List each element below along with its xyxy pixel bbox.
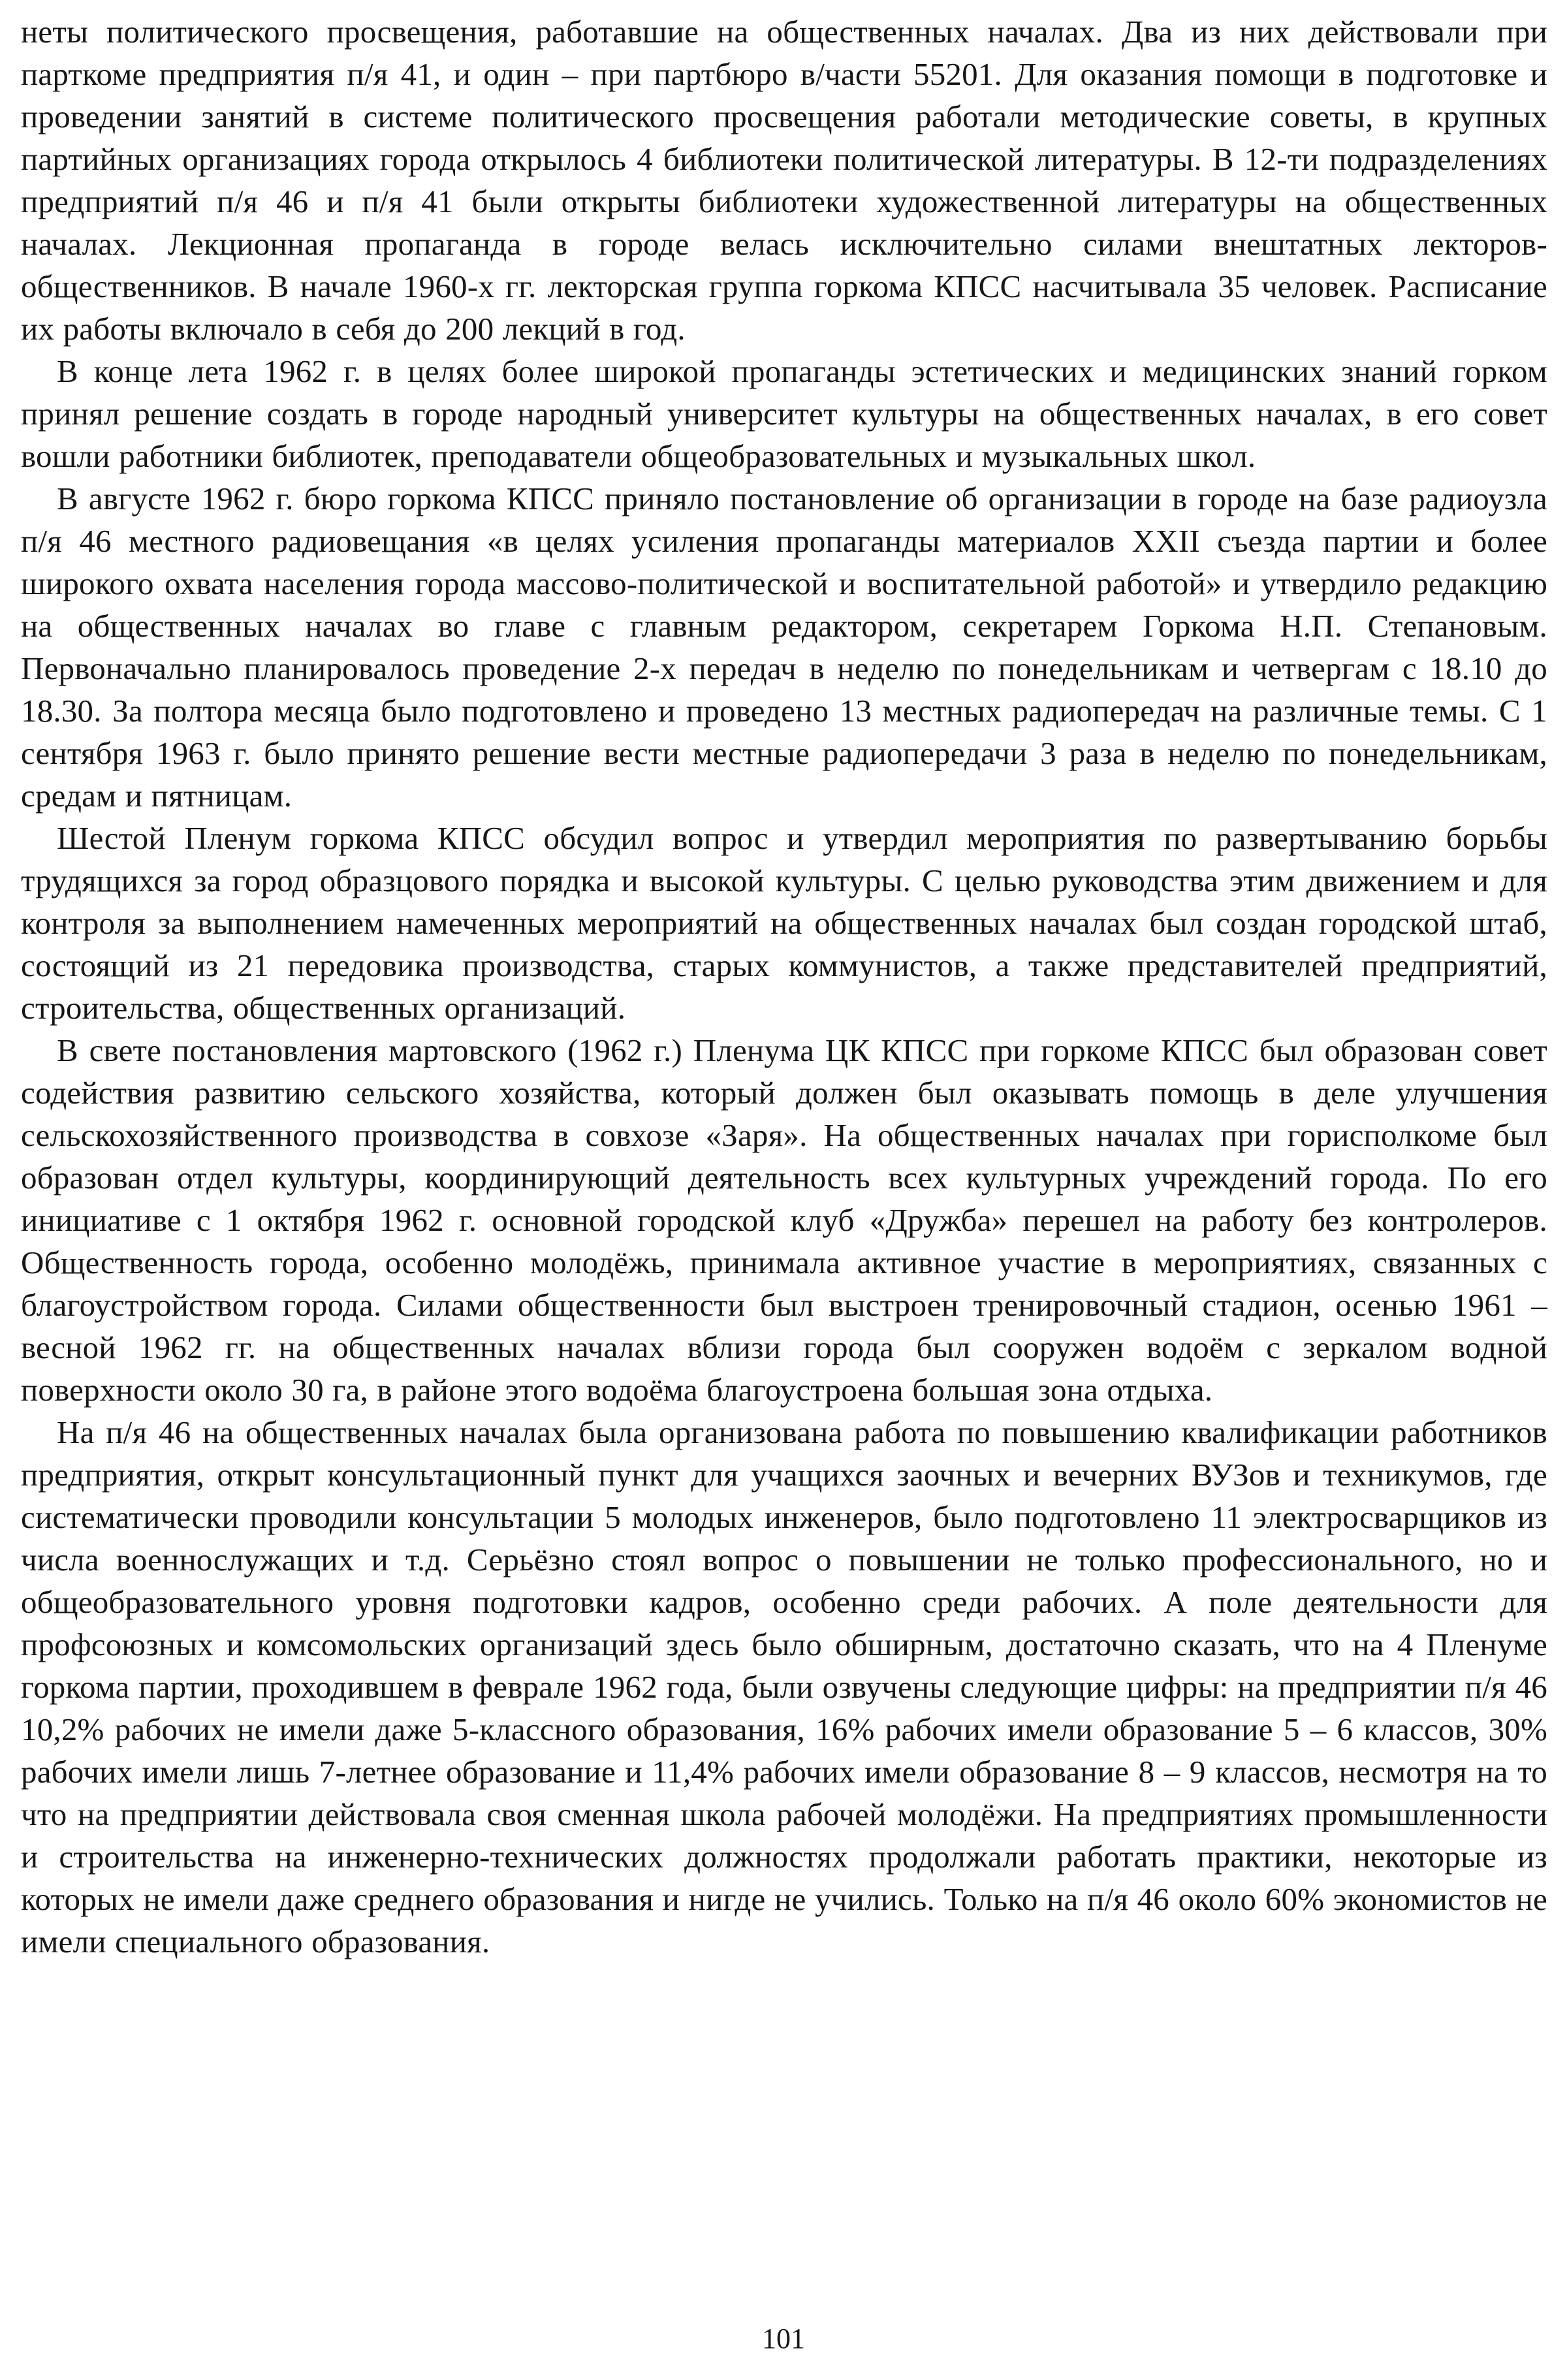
body-text	[21, 10, 1547, 1963]
page-number: 101	[762, 2323, 805, 2355]
paragraph: В конце лета 1962 г. в целях более широкой пропаганды эстетических и медицинских знаний горком принял решение создать в городе народный университет культуры на общественных началах, в его совет вошли работники библиотек, преподаватели общеобразовательных и музыкальных школ.	[21, 353, 1547, 474]
paragraph: Шестой Пленум горкома КПСС обсудил вопрос и утвердил мероприятия по развертыванию борьбы трудящихся за город образцового порядка и высокой культуры. С целью руководства этим движением и для контроля за выполнением намеченных мероприятий на общественных началах был создан городской штаб, состоящий из 21 передовика производства, старых коммунистов, а также представителей предприятий, строительства, общественных организаций.	[21, 820, 1547, 1026]
paragraph: В свете постановления мартовского (1962 г.) Пленума ЦК КПСС при горкоме КПСС был образован совет содействия развитию сельского хозяйства, который должен был оказывать помощь в деле улучшения сельскохозяйственного производства в совхозе «Заря». На общественных началах при горисполкоме был образован отдел культуры, координирующий деятельность всех культурных учреждений города. По его инициативе с 1 октября 1962 г. основной городской клуб «Дружба» перешел на работу без контролеров. Общественность города, особенно молодёжь, принимала активное участие в мероприятиях, связанных с благоустройством города. Силами общественности был выстроен тренировочный стадион, осенью 1961 – весной 1962 гг. на общественных началах вблизи города был сооружен водоём с зеркалом водной поверхности около 30 га, в районе этого водоёма благоустроена большая зона отдыха.	[21, 1032, 1547, 1408]
paragraph: В августе 1962 г. бюро горкома КПСС приняло постановление об организации в городе на базе радиоузла п/я 46 местного радиовещания «в целях усиления пропаганды материалов XXII съезда партии и более широкого охвата населения города массово-политической и воспитательной работой» и утвердило редакцию на общественных началах во главе с главным редактором, секретарем Горкома Н.П. Степановым. Первоначально планировалось проведение 2-х передач в неделю по понедельникам и четвергам с 18.10 до 18.30. За полтора месяца было подготовлено и проведено 13 местных радиопередач на различные темы. С 1 сентября 1963 г. было принято решение вести местные радиопередачи 3 раза в неделю по понедельникам, средам и пятницам.	[21, 481, 1547, 814]
paragraph-continuation: неты политического просвещения, работавшие на общественных началах. Два из них действовали при парткоме предприятия п/я 41, и один – при партбюро в/части 55201. Для оказания помощи в подготовке и проведении занятий в системе политического просвещения работали методические советы, в крупных партийных организациях города открылось 4 библиотеки политической литературы. В 12-ти подразделениях предприятий п/я 46 и п/я 41 были открыты библиотеки художественной литературы на общественных началах. Лекционная пропаганда в городе велась исключительно силами внештатных лекторов-общественников. В начале 1960-х гг. лекторская группа горкома КПСС насчитывала 35 человек. Расписание их работы включало в себя до 200 лекций в год.	[21, 14, 1547, 347]
paragraph: На п/я 46 на общественных началах была организована работа по повышению квалификации работников предприятия, открыт консультационный пункт для учащихся заочных и вечерних ВУЗов и техникумов, где систематически проводили консультации 5 молодых инженеров, было подготовлено 11 электросварщиков из числа военнослужащих и т.д. Серьёзно стоял вопрос о повышении не только профессионального, но и общеобразовательного уровня подготовки кадров, особенно среди рабочих. А поле деятельности для профсоюзных и комсомольских организаций здесь было обширным, достаточно сказать, что на 4 Пленуме горкома партии, проходившем в феврале 1962 года, были озвучены следующие цифры: на предприятии п/я 46 10,2% рабочих не имели даже 5-классного образования, 16% рабочих имели образование 5 – 6 классов, 30% рабочих имели лишь 7-летнее образование и 11,4% рабочих имели образование 8 – 9 классов, несмотря на то что на предприятии действовала своя сменная школа рабочей молодёжи. На предприятиях промышленности и строительства на инженерно-технических должностях продолжали работать практики, некоторые из которых не имели даже среднего образования и нигде не учились. Только на п/я 46 около 60% экономистов не имели специального образования.	[21, 1414, 1547, 1960]
